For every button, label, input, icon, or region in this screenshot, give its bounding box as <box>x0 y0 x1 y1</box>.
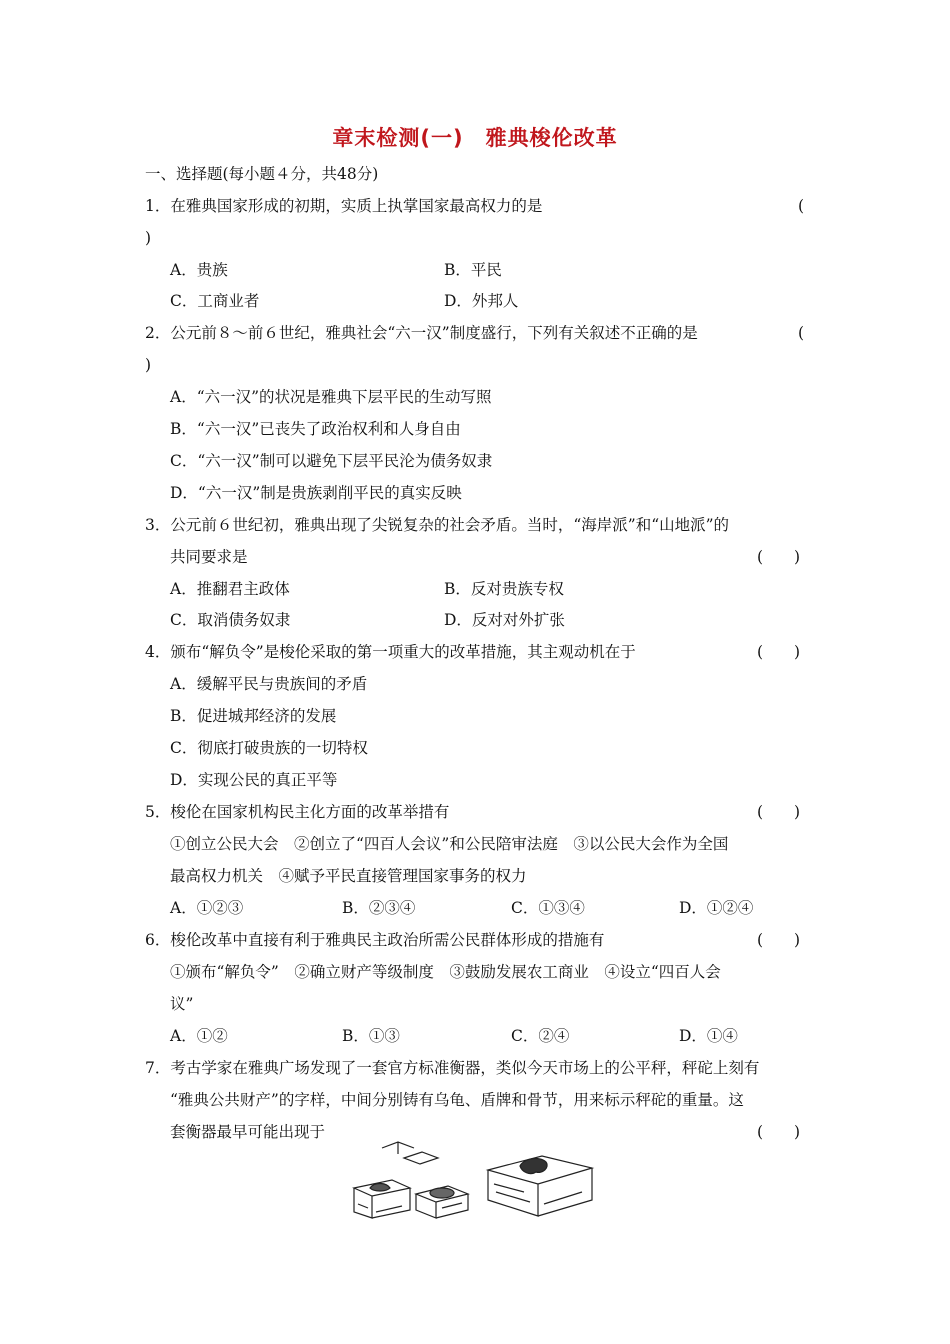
question-2-option-a: A．“六一汉”的状况是雅典下层平民的生动写照 <box>170 388 492 406</box>
question-3-answer-paren: ( ) <box>757 548 801 566</box>
athenian-weights-illustration <box>352 1138 600 1220</box>
question-2-option-b: B．“六一汉”已丧失了政治权利和人身自由 <box>170 420 461 438</box>
question-1-option-d: D．外邦人 <box>444 292 519 310</box>
question-3-option-a: A．推翻君主政体 <box>170 580 290 598</box>
question-2-paren-close: ) <box>145 356 152 374</box>
question-6-option-c: C．②④ <box>511 1027 570 1045</box>
question-3-option-d: D．反对对外扩张 <box>444 611 565 629</box>
question-1-paren-open: ( <box>798 197 805 215</box>
question-3-option-b: B．反对贵族专权 <box>444 580 564 598</box>
question-4-answer-paren: ( ) <box>757 643 801 661</box>
question-2-paren-open: ( <box>798 324 805 342</box>
question-6-stem: 6．梭伦改革中直接有利于雅典民主政治所需公民群体形成的措施有 <box>145 931 605 949</box>
question-4-option-b: B．促进城邦经济的发展 <box>170 707 337 725</box>
question-5-items-line2: 最高权力机关 ④赋予平民直接管理国家事务的权力 <box>170 867 527 885</box>
question-5-option-c: C．①③④ <box>511 899 585 917</box>
question-2-option-d: D．“六一汉”制是贵族剥削平民的真实反映 <box>170 484 462 502</box>
question-7-answer-paren: ( ) <box>757 1123 801 1141</box>
section-heading: 一、选择题(每小题４分，共48分) <box>145 165 379 183</box>
question-5-stem: 5．梭伦在国家机构民主化方面的改革举措有 <box>145 803 450 821</box>
question-6-option-a: A．①② <box>170 1027 228 1045</box>
question-5-option-b: B．②③④ <box>342 899 416 917</box>
question-6-answer-paren: ( ) <box>757 931 801 949</box>
question-3-stem-cont: 共同要求是 <box>170 548 248 566</box>
question-5-option-a: A．①②③ <box>170 899 244 917</box>
question-6-items-line1: ①颁布“解负令” ②确立财产等级制度 ③鼓励发展农工商业 ④设立“四百人会 <box>170 963 721 981</box>
question-3-option-c: C．取消债务奴隶 <box>170 611 291 629</box>
question-4-option-d: D．实现公民的真正平等 <box>170 771 338 789</box>
question-7-stem-cont: “雅典公共财产”的字样，中间分别铸有乌龟、盾牌和骨节，用来标示秤砣的重量。这 <box>170 1091 744 1109</box>
question-6-option-d: D．①④ <box>679 1027 738 1045</box>
question-7-stem-cont-2: 套衡器最早可能出现于 <box>170 1123 326 1141</box>
question-1-paren-close: ) <box>145 229 152 247</box>
question-4-option-c: C．彻底打破贵族的一切特权 <box>170 739 368 757</box>
question-4-stem: 4．颁布“解负令”是梭伦采取的第一项重大的改革措施，其主观动机在于 <box>145 643 636 661</box>
question-4-option-a: A．缓解平民与贵族间的矛盾 <box>170 675 368 693</box>
question-2-stem: 2．公元前８～前６世纪，雅典社会“六一汉”制度盛行，下列有关叙述不正确的是 <box>145 324 698 342</box>
question-5-items-line1: ①创立公民大会 ②创立了“四百人会议”和公民陪审法庭 ③以公民大会作为全国 <box>170 835 729 853</box>
question-6-option-b: B．①③ <box>342 1027 400 1045</box>
question-7-stem: 7．考古学家在雅典广场发现了一套官方标准衡器，类似今天市场上的公平秤，秤砣上刻有 <box>145 1059 760 1077</box>
question-6-items-line2: 议” <box>170 995 194 1013</box>
question-1-option-c: C．工商业者 <box>170 292 260 310</box>
page-title: 章末检测(一) 雅典梭伦改革 <box>332 126 618 150</box>
question-5-option-d: D．①②④ <box>679 899 754 917</box>
question-1-stem: 1．在雅典国家形成的初期，实质上执掌国家最高权力的是 <box>145 197 543 215</box>
question-1-option-a: A．贵族 <box>170 261 228 279</box>
question-1-option-b: B．平民 <box>444 261 502 279</box>
question-2-option-c: C．“六一汉”制可以避免下层平民沦为债务奴隶 <box>170 452 493 470</box>
question-5-answer-paren: ( ) <box>757 803 801 821</box>
question-3-stem: 3．公元前６世纪初，雅典出现了尖锐复杂的社会矛盾。当时，“海岸派”和“山地派”的 <box>145 516 730 534</box>
